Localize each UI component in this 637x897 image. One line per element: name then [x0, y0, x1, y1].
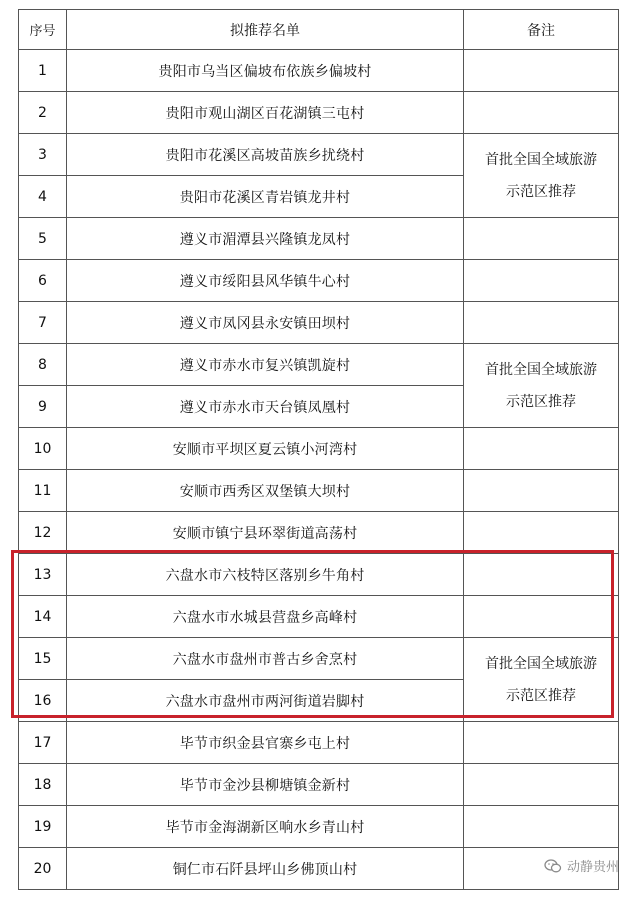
- note-line-2: 示范区推荐: [506, 183, 576, 200]
- row-number: 2: [19, 92, 67, 134]
- village-name: 六盘水市水城县营盘乡高峰村: [67, 596, 464, 638]
- village-name: 遵义市湄潭县兴隆镇龙凤村: [67, 218, 464, 260]
- row-number: 3: [19, 134, 67, 176]
- row-number: 14: [19, 596, 67, 638]
- table-row: [19, 344, 619, 386]
- table-row: [19, 428, 619, 470]
- row-number: 5: [19, 218, 67, 260]
- row-number: 4: [19, 176, 67, 218]
- table-row: [19, 848, 619, 890]
- village-name: 贵阳市花溪区青岩镇龙井村: [67, 176, 464, 218]
- table-row: [19, 92, 619, 134]
- village-name: 毕节市金沙县柳塘镇金新村: [67, 764, 464, 806]
- note-line-2: 示范区推荐: [506, 393, 576, 410]
- village-name: 六盘水市盘州市两河街道岩脚村: [67, 680, 464, 722]
- table-row: [19, 134, 619, 176]
- note-cell: [464, 722, 619, 764]
- note-line-1: 首批全国全域旅游: [485, 655, 597, 672]
- note-cell-demo-zone: [464, 344, 619, 428]
- table-row: [19, 722, 619, 764]
- note-cell: [464, 428, 619, 470]
- table-row: [19, 554, 619, 596]
- row-number: 8: [19, 344, 67, 386]
- row-number: 9: [19, 386, 67, 428]
- note-cell-demo-zone: [464, 134, 619, 218]
- row-number: 20: [19, 848, 67, 890]
- village-name: 贵阳市乌当区偏坡布依族乡偏坡村: [67, 50, 464, 92]
- note-cell: [464, 470, 619, 512]
- note-cell-demo-zone: [464, 638, 619, 722]
- note-cell: [464, 218, 619, 260]
- village-name: 安顺市镇宁县环翠街道高荡村: [67, 512, 464, 554]
- note-line-2: 示范区推荐: [506, 687, 576, 704]
- row-number: 19: [19, 806, 67, 848]
- table-row: [19, 50, 619, 92]
- note-cell: [464, 596, 619, 638]
- table-row: [19, 764, 619, 806]
- note-cell: [464, 92, 619, 134]
- note-cell: [464, 764, 619, 806]
- note-cell: [464, 512, 619, 554]
- row-number: 17: [19, 722, 67, 764]
- village-name: 贵阳市花溪区高坡苗族乡扰绕村: [67, 134, 464, 176]
- row-number: 7: [19, 302, 67, 344]
- row-number: 10: [19, 428, 67, 470]
- table-row: [19, 806, 619, 848]
- note-line-1: 首批全国全域旅游: [485, 361, 597, 378]
- row-number: 18: [19, 764, 67, 806]
- village-name: 安顺市平坝区夏云镇小河湾村: [67, 428, 464, 470]
- table-row: [19, 638, 619, 680]
- row-number: 1: [19, 50, 67, 92]
- village-name: 安顺市西秀区双堡镇大坝村: [67, 470, 464, 512]
- village-name: 遵义市凤冈县永安镇田坝村: [67, 302, 464, 344]
- village-name: 六盘水市盘州市普古乡舍烹村: [67, 638, 464, 680]
- table-row: [19, 260, 619, 302]
- village-name: 遵义市赤水市复兴镇凯旋村: [67, 344, 464, 386]
- note-cell: [464, 50, 619, 92]
- table-header-row: [19, 10, 619, 50]
- table-row: [19, 470, 619, 512]
- table-row: [19, 512, 619, 554]
- table-row: [19, 302, 619, 344]
- row-number: 15: [19, 638, 67, 680]
- row-number: 16: [19, 680, 67, 722]
- village-name: 毕节市织金县官寨乡屯上村: [67, 722, 464, 764]
- watermark-text: 动静贵州: [566, 860, 619, 875]
- header-number: 序号: [19, 10, 67, 50]
- header-note: 备注: [464, 10, 619, 50]
- table-row: [19, 218, 619, 260]
- village-name: 遵义市赤水市天台镇凤凰村: [67, 386, 464, 428]
- village-name: 六盘水市六枝特区落别乡牛角村: [67, 554, 464, 596]
- note-cell: [464, 806, 619, 848]
- recommendation-table: [18, 9, 619, 890]
- row-number: 6: [19, 260, 67, 302]
- village-name: 铜仁市石阡县坪山乡佛顶山村: [67, 848, 464, 890]
- watermark: [544, 856, 619, 875]
- note-line-1: 首批全国全域旅游: [485, 151, 597, 168]
- table-row: [19, 596, 619, 638]
- village-name: 遵义市绥阳县风华镇牛心村: [67, 260, 464, 302]
- village-name: 毕节市金海湖新区响水乡青山村: [67, 806, 464, 848]
- note-cell: [464, 302, 619, 344]
- row-number: 11: [19, 470, 67, 512]
- row-number: 12: [19, 512, 67, 554]
- wechat-icon: [544, 859, 562, 873]
- note-cell: [464, 260, 619, 302]
- note-cell: [464, 554, 619, 596]
- header-name: 拟推荐名单: [67, 10, 464, 50]
- row-number: 13: [19, 554, 67, 596]
- village-name: 贵阳市观山湖区百花湖镇三屯村: [67, 92, 464, 134]
